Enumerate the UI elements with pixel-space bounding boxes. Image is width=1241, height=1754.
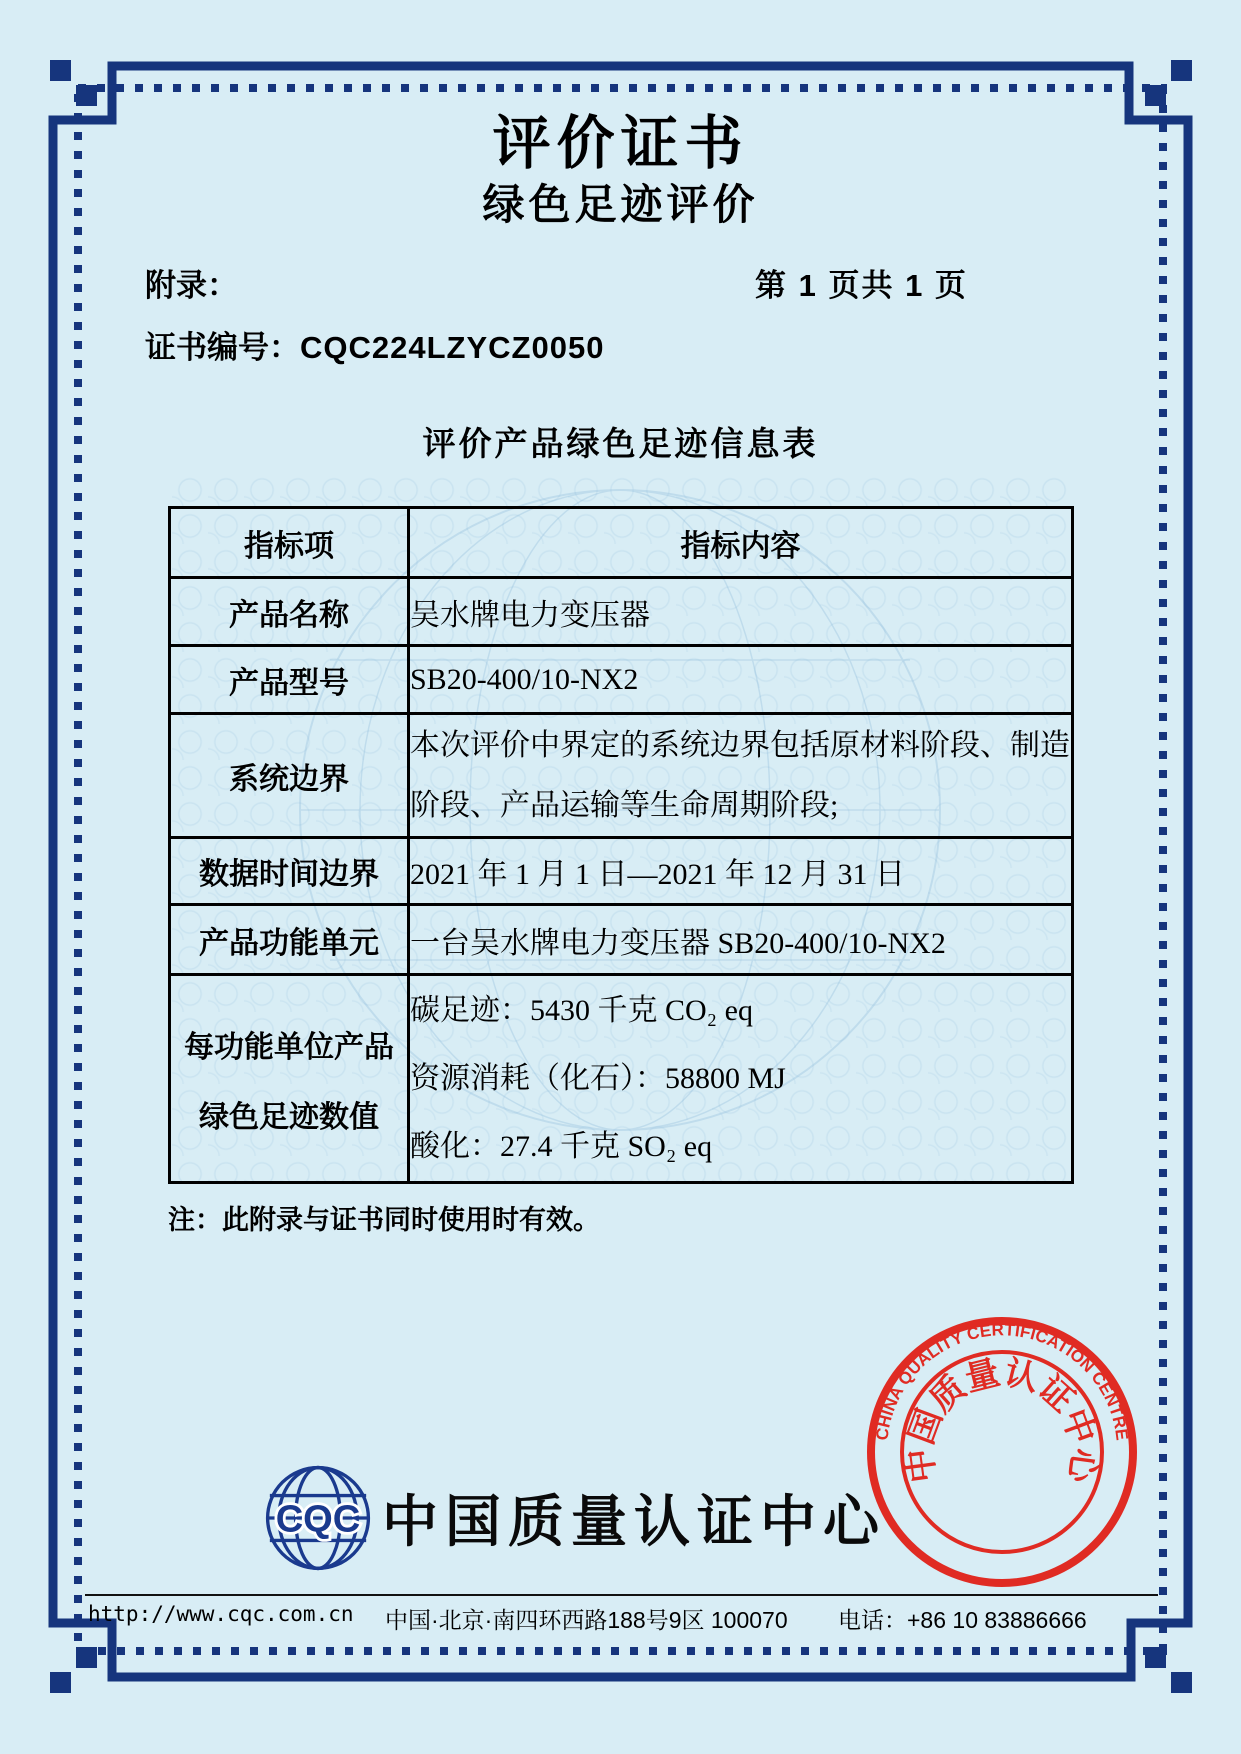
footprint-info-table: [168, 506, 1074, 1184]
official-stamp-icon: [864, 1314, 1140, 1590]
stamp-ring-text: CHINA QUALITY CERTIFICATION CENTRE: [872, 1320, 1132, 1442]
row-label-footprint-values: [170, 975, 409, 1183]
certificate-number: [145, 322, 604, 367]
row-value-functional-unit: 一台吴水牌电力变压器 SB20-400/10-NX2: [409, 905, 1073, 975]
table-row: [170, 714, 1073, 838]
row-value-data-time-boundary: 2021 年 1 月 1 日—2021 年 12 月 31 日: [409, 838, 1073, 905]
cqc-logo-text: CQC: [275, 1498, 361, 1541]
header-indicator-item: 指标项: [170, 508, 409, 578]
row-label-product-name: 产品名称: [170, 578, 409, 646]
row-label-footprint-values-line2: 绿色足迹数值: [199, 1100, 379, 1134]
corner-square: [1171, 60, 1192, 81]
svg-text:中国质量认证中心: [901, 1354, 1104, 1487]
row-value-system-boundary: 本次评价中界定的系统边界包括原材料阶段、制造阶段、产品运输等生命周期阶段;: [409, 714, 1073, 838]
certificate-number-value: CQC224LZYCZ0050: [300, 330, 605, 365]
corner-square: [1145, 1647, 1166, 1668]
organization-name: 中国质量认证中心: [382, 1490, 886, 1553]
table-row: [170, 975, 1073, 1183]
footer-website: http://www.cqc.com.cn: [88, 1602, 354, 1626]
footer-phone: 电话：+86 10 83886666: [838, 1607, 1087, 1633]
row-label-functional-unit: 产品功能单元: [170, 905, 409, 975]
corner-square: [76, 1647, 97, 1668]
row-value-product-model: SB20-400/10-NX2: [409, 646, 1073, 714]
certificate-title: 评价证书: [492, 111, 749, 176]
certificate-number-label: 证书编号：: [145, 330, 300, 365]
table-row: [170, 578, 1073, 646]
row-label-product-model: 产品型号: [170, 646, 409, 714]
table-row: [170, 838, 1073, 905]
stamp-inner-text: 中国质量认证中心: [900, 1353, 1104, 1485]
table-row: [170, 646, 1073, 714]
corner-square: [50, 60, 71, 81]
cqc-logo-icon: [262, 1462, 374, 1574]
issuer-block: [262, 1462, 886, 1574]
corner-square: [50, 1672, 71, 1693]
table-title: 评价产品绿色足迹信息表: [422, 425, 819, 462]
row-value-product-name: 吴水牌电力变压器: [409, 578, 1073, 646]
table-row: [170, 905, 1073, 975]
corner-square: [1171, 1672, 1192, 1693]
acidification-value: 酸化：27.4 千克 SO₂ eq: [410, 1129, 713, 1163]
carbon-footprint-value: 碳足迹：5430 千克 CO₂ eq: [410, 993, 753, 1027]
row-label-footprint-values-line1: 每功能单位产品: [184, 1030, 394, 1064]
table-header-row: [170, 508, 1073, 578]
row-label-system-boundary: 系统边界: [170, 714, 409, 838]
certificate-subtitle: 绿色足迹评价: [482, 181, 759, 228]
row-label-data-time-boundary: 数据时间边界: [170, 838, 409, 905]
header-indicator-content: 指标内容: [409, 508, 1073, 578]
resource-consumption-value: 资源消耗（化石）：58800 MJ: [410, 1061, 786, 1095]
appendix-label: 附录：: [145, 268, 238, 303]
footer-address: 中国·北京·南四环西路188号9区 100070: [385, 1607, 788, 1633]
row-value-footprint-values: [409, 975, 1073, 1183]
footnote: 注：此附录与证书同时使用时有效。: [168, 1205, 600, 1235]
footer-divider: [85, 1594, 1158, 1596]
page-number: 第 1 页共 1 页: [755, 268, 968, 303]
